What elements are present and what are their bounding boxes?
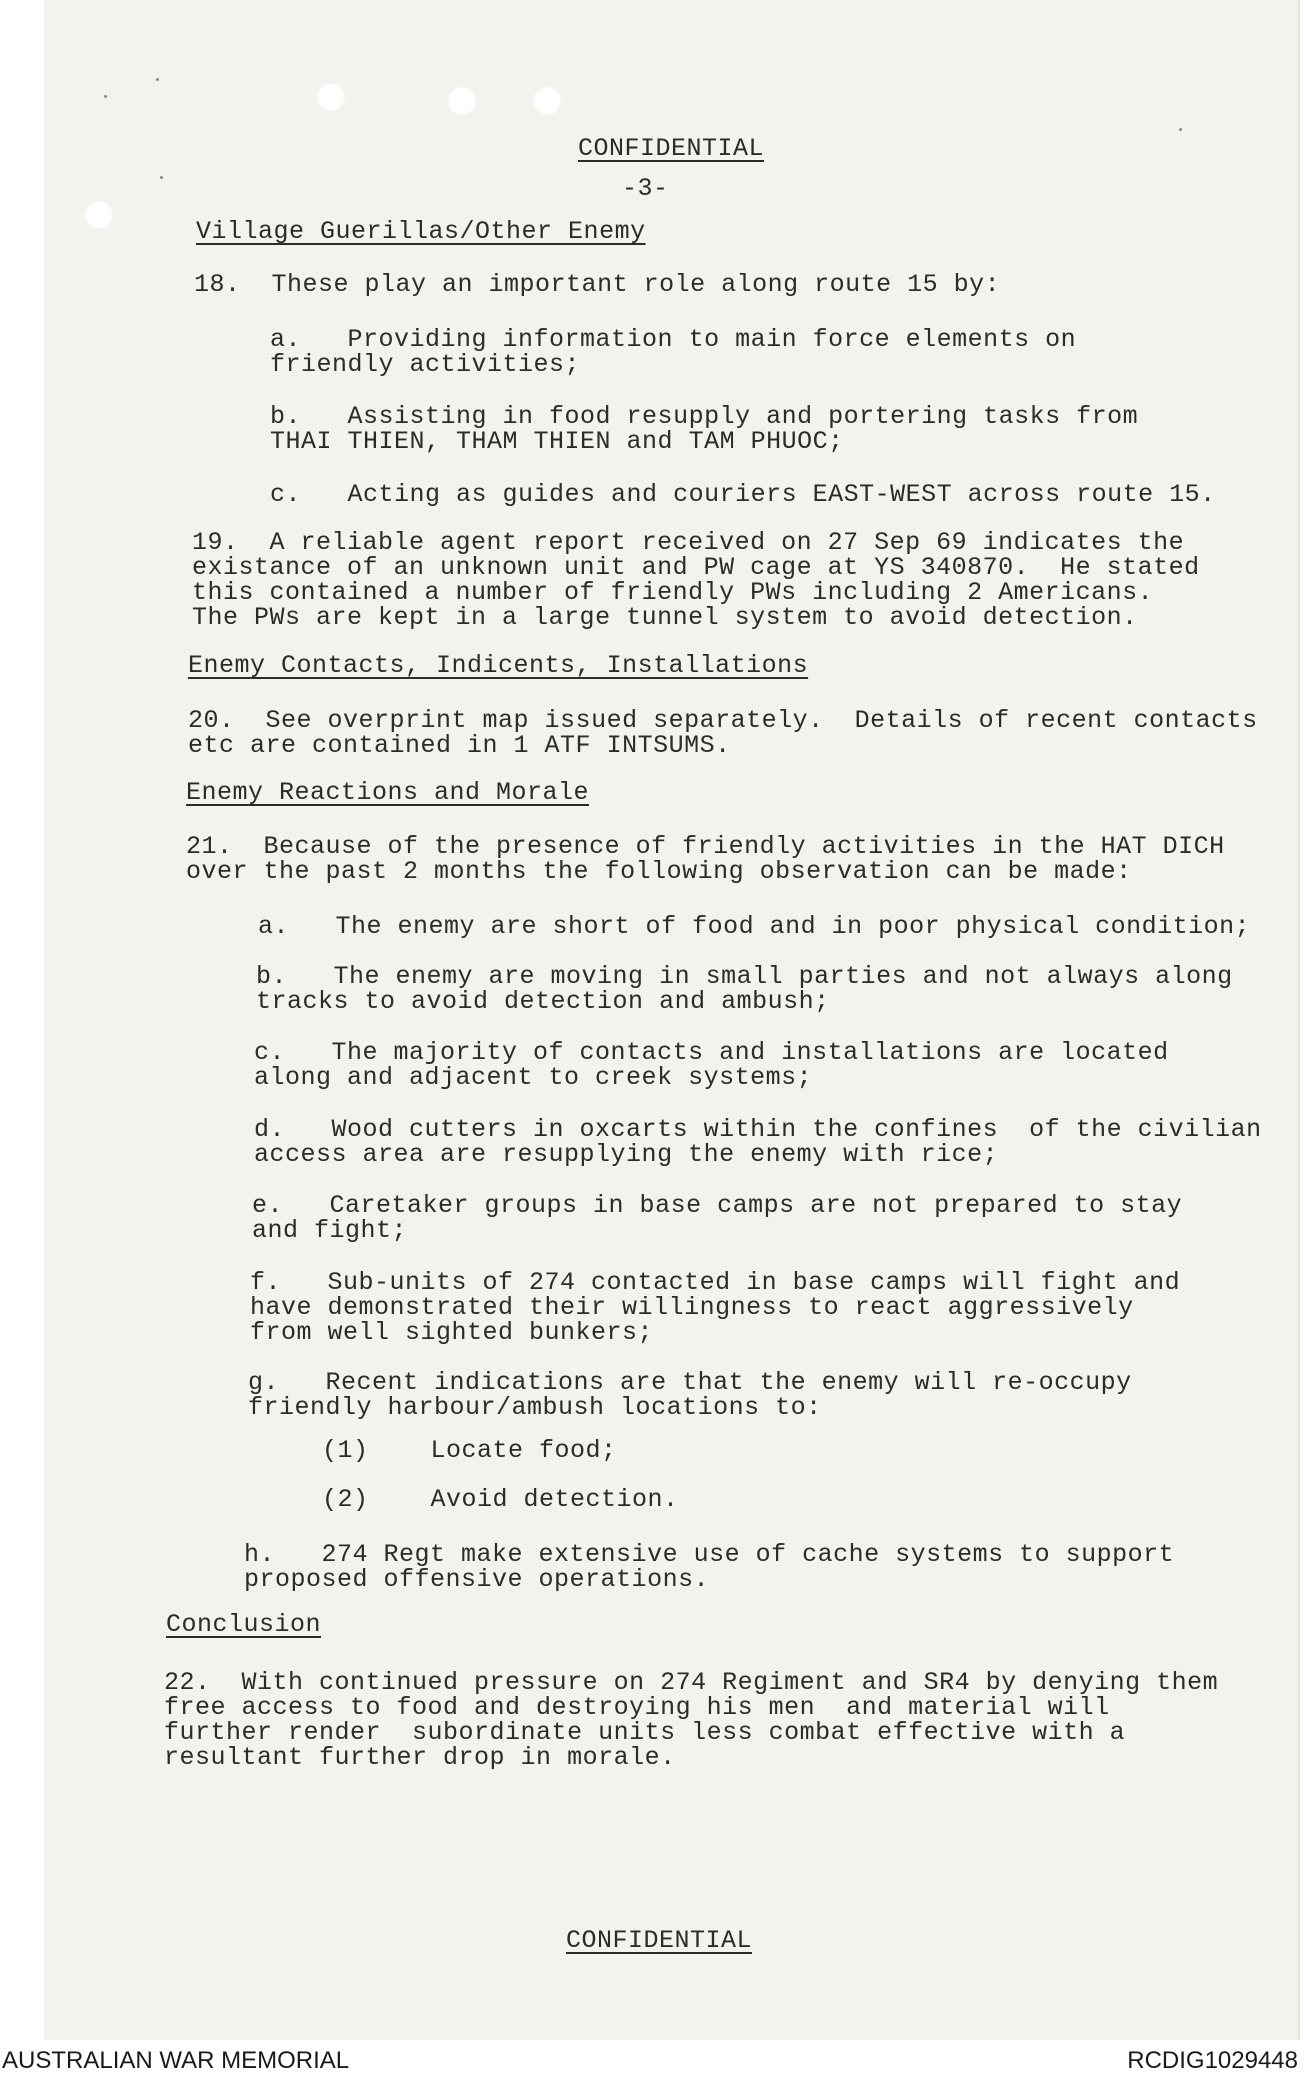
paragraph-22-line4: resultant further drop in morale. <box>164 1743 676 1772</box>
item-21b-line1: b. The enemy are moving in small parties and not always along <box>256 962 1233 991</box>
item-18c: c. Acting as guides and couriers EAST-WEST across route 15. <box>270 480 1216 509</box>
paragraph-19-line4: The PWs are kept in a large tunnel system to avoid detection. <box>192 603 1138 632</box>
paragraph-22-line3: further render subordinate units less combat effective with a <box>164 1718 1126 1747</box>
punch-hole <box>84 200 114 230</box>
paragraph-20-line1: 20. See overprint map issued separately. Details of recent contacts <box>188 706 1258 735</box>
section-heading-enemy-reactions: Enemy Reactions and Morale <box>186 778 590 807</box>
paper-speck <box>104 95 107 98</box>
punch-hole <box>532 86 562 116</box>
paragraph-21-line2: over the past 2 months the following observation can be made: <box>186 857 1132 886</box>
item-21a: a. The enemy are short of food and in poor physical condition; <box>258 912 1251 941</box>
paper-speck <box>1179 128 1182 131</box>
archive-reference: RCDIG1029448 <box>1127 2047 1298 2074</box>
section-heading-conclusion: Conclusion <box>166 1610 322 1639</box>
paragraph-22-line2: free access to food and destroying his men and material will <box>164 1693 1110 1722</box>
item-21g-sub1: (1) Locate food; <box>322 1436 617 1465</box>
paragraph-19-line1: 19. A reliable agent report received on 27 Sep 69 indicates the <box>192 528 1185 557</box>
section-heading-village-guerillas: Village Guerillas/Other Enemy <box>196 217 646 246</box>
item-18b-line1: b. Assisting in food resupply and portering tasks from <box>270 402 1139 431</box>
footer-confidential: CONFIDENTIAL <box>566 1926 753 1955</box>
paragraph-20-line2: etc are contained in 1 ATF INTSUMS. <box>188 731 731 760</box>
item-21d-line2: access area are resupplying the enemy with rice; <box>254 1140 999 1169</box>
archive-institution: AUSTRALIAN WAR MEMORIAL <box>2 2047 350 2074</box>
item-21e-line1: e. Caretaker groups in base camps are not prepared to stay <box>252 1191 1183 1220</box>
paragraph-22-line1: 22. With continued pressure on 274 Regiment and SR4 by denying them <box>164 1668 1219 1697</box>
item-21c-line1: c. The majority of contacts and installations are located <box>254 1038 1169 1067</box>
item-21f-line2: have demonstrated their willingness to react aggressively <box>250 1293 1134 1322</box>
paragraph-19-line3: this contained a number of friendly PWs including 2 Americans. <box>192 578 1154 607</box>
page-number: -3- <box>622 174 669 203</box>
item-18a-line2: friendly activities; <box>270 350 581 379</box>
paper-speck <box>156 78 159 81</box>
item-21h-line1: h. 274 Regt make extensive use of cache systems to support <box>244 1540 1175 1569</box>
header-confidential: CONFIDENTIAL <box>578 134 765 163</box>
item-21g-line1: g. Recent indications are that the enemy will re-occupy <box>248 1368 1132 1397</box>
paragraph-18: 18. These play an important role along route 15 by: <box>194 270 1001 299</box>
item-21h-line2: proposed offensive operations. <box>244 1565 710 1594</box>
paragraph-19-line2: existance of an unknown unit and PW cage at YS 340870. He stated <box>192 553 1200 582</box>
item-18b-line2: THAI THIEN, THAM THIEN and TAM PHUOC; <box>270 427 844 456</box>
item-21f-line3: from well sighted bunkers; <box>250 1318 654 1347</box>
item-18a-line1: a. Providing information to main force elements on <box>270 325 1077 354</box>
punch-hole <box>316 82 346 112</box>
item-21d-line1: d. Wood cutters in oxcarts within the confines of the civilian <box>254 1115 1262 1144</box>
item-21b-line2: tracks to avoid detection and ambush; <box>256 987 830 1016</box>
item-21c-line2: along and adjacent to creek systems; <box>254 1063 813 1092</box>
item-21e-line2: and fight; <box>252 1216 408 1245</box>
item-21g-sub2: (2) Avoid detection. <box>322 1485 679 1514</box>
section-heading-enemy-contacts: Enemy Contacts, Indicents, Installations <box>188 651 809 680</box>
punch-hole <box>447 86 477 116</box>
item-21g-line2: friendly harbour/ambush locations to: <box>248 1393 822 1422</box>
paper-speck <box>160 176 163 179</box>
item-21f-line1: f. Sub-units of 274 contacted in base camps will fight and <box>250 1268 1181 1297</box>
paragraph-21-line1: 21. Because of the presence of friendly activities in the HAT DICH <box>186 832 1225 861</box>
